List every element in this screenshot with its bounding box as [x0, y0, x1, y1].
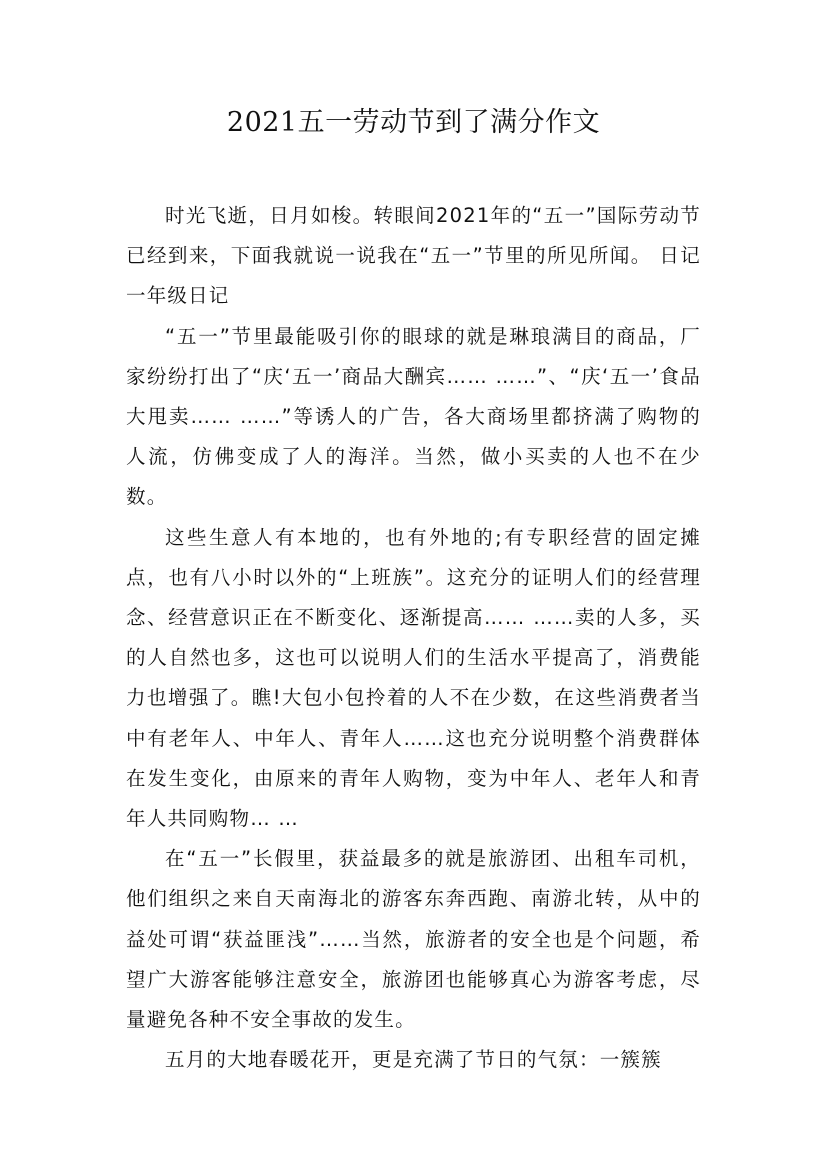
paragraph-2: “五一”节里最能吸引你的眼球的就是琳琅满目的商品，厂家纷纷打出了“庆‘五一’商品大酬宾…… ……”、“庆‘五一’食品大甩卖…… ……”等诱人的广告，各大商场里都挤满了购物的人流，仿佛变成了人的海洋。当然，做小买卖的人也不在少数。 — [126, 324, 701, 509]
document-title: 2021五一劳动节到了满分作文 — [226, 107, 601, 138]
paragraph-4: 在“五一”长假里，获益最多的就是旅游团、出租车司机，他们组织之来自天南海北的游客东奔西跑、南游北转，从中的益处可谓“获益匪浅”……当然，旅游者的安全也是个问题，希望广大游客能够注意安全，旅游团也能够真心为游客考虑，尽量避免各种不安全事故的发生。 — [126, 847, 701, 1032]
paragraph-5: 五月的大地春暖花开，更是充满了节日的气氛：一簇簇 — [165, 1048, 662, 1072]
document-body — [126, 196, 701, 1080]
paragraph-3: 这些生意人有本地的，也有外地的;有专职经营的固定摊点，也有八小时以外的“上班族”。这充分的证明人们的经营理念、经营意识正在不断变化、逐渐提高…… ……卖的人多，买的人自然也多，这也可以说明人们的生活水平提高了，消费能力也增强了。瞧!大包小包拎着的人不在少数，在这些消费者当中有老年人、中年人、青年人……这也充分说明整个消费群体在发生变化，由原来的青年人购物，变为中年人、老年人和青年人共同购物… … — [126, 525, 701, 831]
paragraph-1: 时光飞逝，日月如梭。转眼间2021年的“五一”国际劳动节已经到来，下面我就说一说我在“五一”节里的所见所闻。 日记一年级日记 — [126, 204, 701, 308]
